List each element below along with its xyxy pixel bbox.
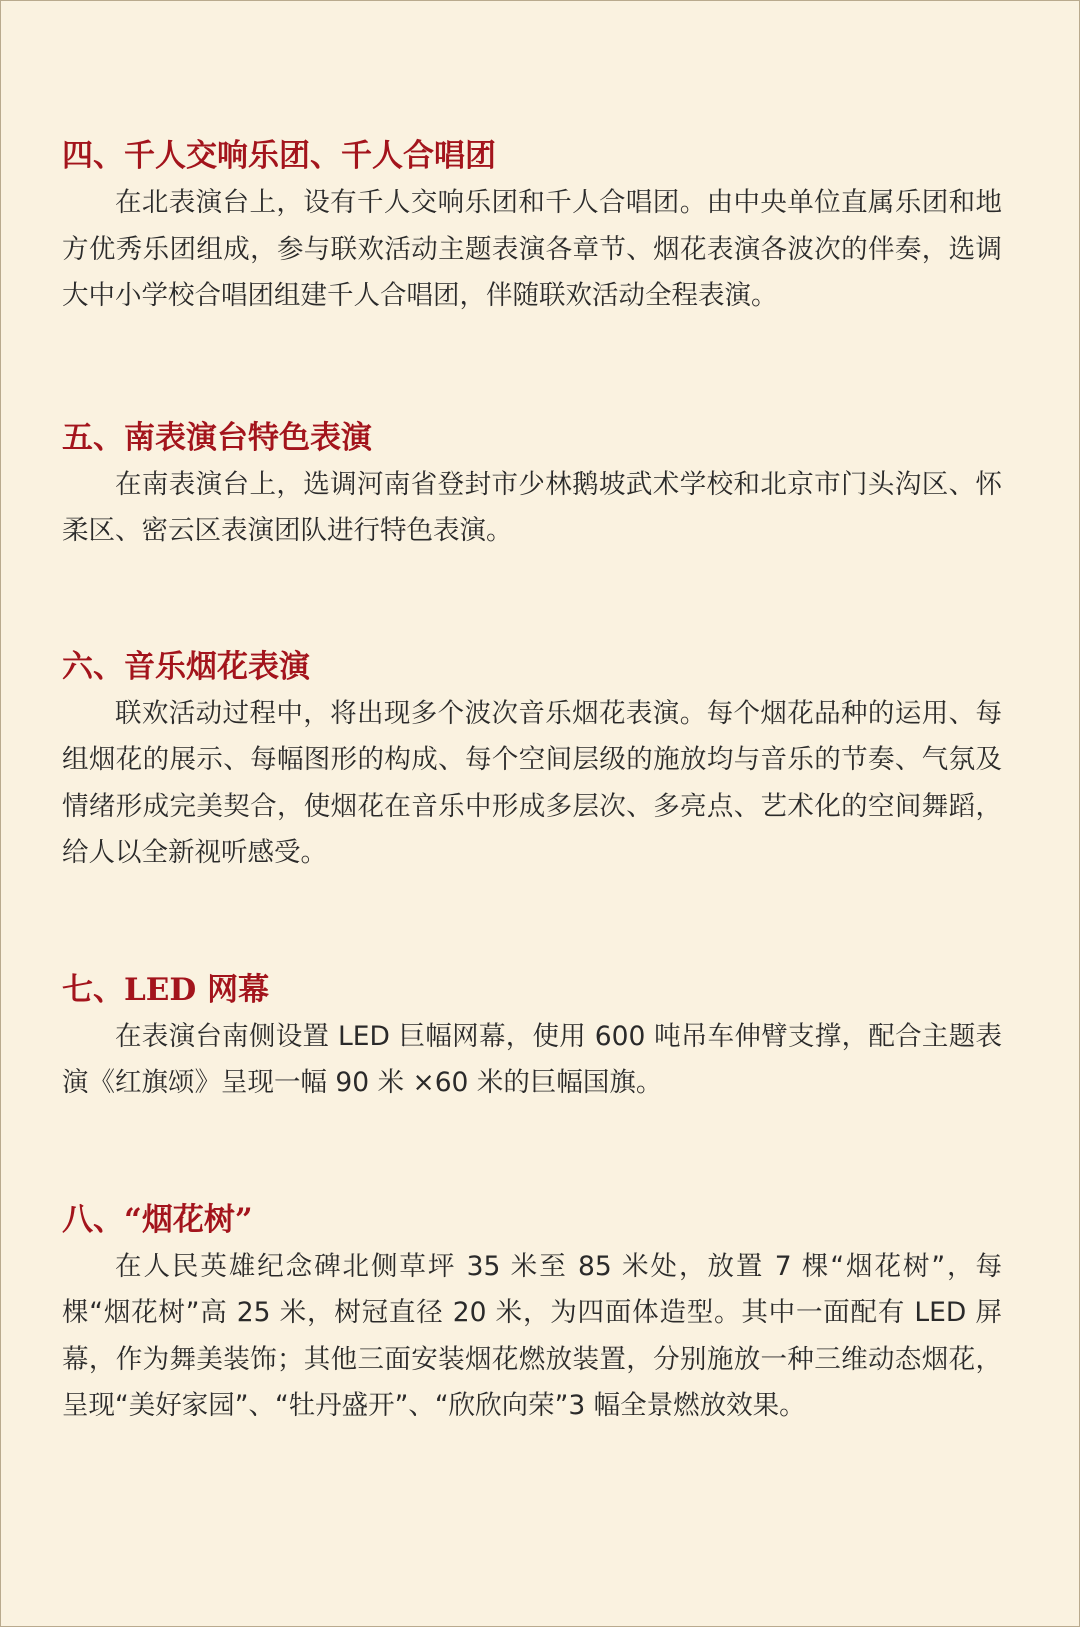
section-music-fireworks xyxy=(62,643,1002,877)
section-led-screen xyxy=(62,966,1002,1107)
section-spacer xyxy=(62,320,1002,414)
article-body xyxy=(62,132,1002,1430)
section-spacer xyxy=(62,555,1002,643)
section-heading: 七、LED 网幕 xyxy=(62,971,270,1008)
section-orchestra-choir xyxy=(62,132,1002,320)
section-paragraph: 联欢活动过程中，将出现多个波次音乐烟花表演。每个烟花品种的运用、每组烟花的展示、每幅图形的构成、每个空间层级的施放均与音乐的节奏、气氛及情绪形成完美契合，使烟花在音乐中形成多层次、多亮点、艺术化的空间舞蹈，给人以全新视听感受。 xyxy=(62,697,1002,868)
section-paragraph: 在北表演台上，设有千人交响乐团和千人合唱团。由中央单位直属乐团和地方优秀乐团组成，参与联欢活动主题表演各章节、烟花表演各波次的伴奏，选调大中小学校合唱团组建千人合唱团，伴随联欢活动全程表演。 xyxy=(62,187,1002,311)
section-south-stage xyxy=(62,414,1002,555)
section-paragraph: 在南表演台上，选调河南省登封市少林鹅坡武术学校和北京市门头沟区、怀柔区、密云区表演团队进行特色表演。 xyxy=(62,468,1002,546)
section-spacer xyxy=(62,1107,1002,1196)
section-spacer xyxy=(62,877,1002,966)
section-heading: 六、音乐烟花表演 xyxy=(62,648,310,685)
section-heading: 四、千人交响乐团、千人合唱团 xyxy=(62,138,496,174)
section-heading: 五、南表演台特色表演 xyxy=(62,419,372,456)
section-paragraph: 在人民英雄纪念碑北侧草坪 35 米至 85 米处，放置 7 棵“烟花树”，每棵“烟花树”高 25 米，树冠直径 20 米，为四面体造型。其中一面配有 LED 屏幕，作为舞美装饰；其他三面安装烟花燃放装置，分别施放一种三维动态烟花，呈现“美好家园”、“牡丹盛开”、“欣欣向荣”3 幅全景燃放效果。 xyxy=(62,1250,1002,1421)
section-firework-trees xyxy=(62,1196,1002,1430)
section-paragraph: 在表演台南侧设置 LED 巨幅网幕，使用 600 吨吊车伸臂支撑，配合主题表演《红旗颂》呈现一幅 90 米 ×60 米的巨幅国旗。 xyxy=(62,1020,1002,1098)
section-heading: 八、“烟花树” xyxy=(62,1201,253,1238)
